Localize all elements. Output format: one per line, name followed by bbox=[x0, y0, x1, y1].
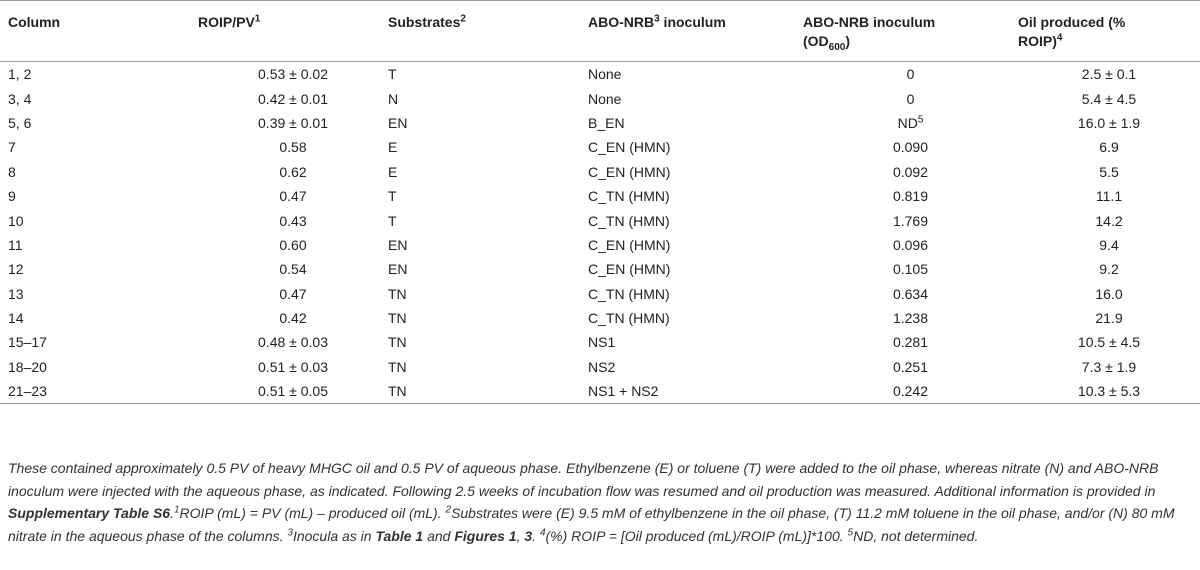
cell-roip-value: 0.54 bbox=[279, 261, 307, 278]
cell-substrates-value: N bbox=[388, 90, 399, 107]
header-substrates bbox=[388, 1, 588, 62]
cell-substrates-value: EN bbox=[388, 236, 408, 253]
cell-od600-value: 0.096 bbox=[892, 236, 929, 253]
cell-roip bbox=[198, 306, 388, 330]
footnote-ref-3: 3 bbox=[654, 13, 660, 25]
table-row bbox=[0, 379, 1200, 404]
cell-roip-value: 0.47 bbox=[279, 188, 307, 205]
cell-roip-value: 0.60 bbox=[279, 236, 307, 253]
cell-od600-value: ND bbox=[897, 114, 918, 131]
footnote-3-end: . bbox=[532, 527, 540, 544]
header-column bbox=[0, 1, 198, 62]
cell-roip-value: 0.58 bbox=[279, 139, 307, 156]
cell-inoculum-value: None bbox=[588, 90, 622, 107]
cell-column bbox=[0, 282, 198, 306]
cell-column bbox=[0, 257, 198, 281]
cell-substrates bbox=[388, 184, 588, 208]
header-od-subscript: 600 bbox=[828, 41, 846, 53]
footnote-marker-5: 5 bbox=[847, 526, 854, 538]
cell-oil-produced bbox=[1018, 233, 1200, 257]
cell-inoculum-value: C_EN (HMN) bbox=[588, 163, 671, 180]
cell-roip bbox=[198, 233, 388, 257]
cell-substrates bbox=[388, 355, 588, 379]
cell-inoculum bbox=[588, 379, 803, 404]
footnote-1-text: ROIP (mL) = PV (mL) – produced oil (mL). bbox=[179, 505, 446, 521]
cell-inoculum-value: B_EN bbox=[588, 114, 625, 131]
cell-roip bbox=[198, 111, 388, 135]
cell-inoculum bbox=[588, 86, 803, 110]
table-row bbox=[0, 208, 1200, 232]
cell-roip bbox=[198, 184, 388, 208]
cell-substrates bbox=[388, 257, 588, 281]
header-inoculum-label-rest: inoculum bbox=[659, 14, 726, 30]
cell-column-value: 21–23 bbox=[8, 383, 47, 400]
cell-substrates-value: TN bbox=[388, 383, 407, 400]
cell-column bbox=[0, 379, 198, 404]
cell-od600 bbox=[803, 355, 1018, 379]
cell-column-value: 5, 6 bbox=[8, 114, 32, 131]
cell-od600 bbox=[803, 306, 1018, 330]
cell-oil-produced-value: 14.2 bbox=[1095, 212, 1123, 229]
cell-inoculum-value: NS2 bbox=[588, 358, 616, 375]
cell-od600-value: 0.281 bbox=[892, 334, 929, 351]
header-inoculum-label: ABO-NRB bbox=[588, 14, 655, 30]
cell-oil-produced bbox=[1018, 306, 1200, 330]
footnote-ref-4: 4 bbox=[1056, 32, 1063, 44]
cell-roip-value: 0.48 ± 0.03 bbox=[258, 334, 328, 351]
cell-column-value: 12 bbox=[8, 261, 24, 278]
cell-od600 bbox=[803, 62, 1018, 87]
cell-inoculum bbox=[588, 62, 803, 87]
cell-column-value: 8 bbox=[8, 163, 16, 180]
cell-od600-value: 0.242 bbox=[892, 383, 929, 400]
cell-inoculum bbox=[588, 208, 803, 232]
cell-od600 bbox=[803, 86, 1018, 110]
table-row bbox=[0, 160, 1200, 184]
table-row bbox=[0, 355, 1200, 379]
cell-od600 bbox=[803, 330, 1018, 354]
cell-inoculum-value: C_EN (HMN) bbox=[588, 236, 671, 253]
table-header bbox=[0, 1, 1200, 62]
cell-oil-produced-value: 9.2 bbox=[1099, 261, 1119, 278]
cell-substrates-value: E bbox=[388, 139, 398, 156]
cell-substrates bbox=[388, 86, 588, 110]
cell-oil-produced-value: 11.1 bbox=[1095, 188, 1123, 205]
cell-inoculum bbox=[588, 135, 803, 159]
header-od-line2-end: ) bbox=[845, 33, 851, 49]
table-row bbox=[0, 257, 1200, 281]
cell-od600-value: 0.092 bbox=[892, 163, 929, 180]
footnote-marker-3: 3 bbox=[287, 526, 293, 538]
cell-roip-value: 0.51 ± 0.03 bbox=[258, 358, 328, 375]
cell-roip bbox=[198, 208, 388, 232]
cell-roip bbox=[198, 62, 388, 87]
cell-column bbox=[0, 135, 198, 159]
header-inoculum bbox=[588, 1, 803, 62]
cell-roip-value: 0.53 ± 0.02 bbox=[258, 66, 328, 83]
cell-column bbox=[0, 355, 198, 379]
cell-roip bbox=[198, 135, 388, 159]
cell-roip bbox=[198, 257, 388, 281]
cell-substrates-value: T bbox=[388, 188, 397, 205]
cell-column bbox=[0, 208, 198, 232]
cell-oil-produced bbox=[1018, 282, 1200, 306]
cell-column-value: 18–20 bbox=[8, 358, 47, 375]
cell-oil-produced-value: 9.4 bbox=[1099, 236, 1119, 253]
cell-roip bbox=[198, 86, 388, 110]
cell-inoculum bbox=[588, 282, 803, 306]
cell-inoculum-value: None bbox=[588, 66, 622, 83]
cell-od600-value: 0.819 bbox=[892, 188, 929, 205]
cell-od600 bbox=[803, 282, 1018, 306]
cell-inoculum bbox=[588, 184, 803, 208]
cell-od600-value: 0.090 bbox=[892, 139, 929, 156]
cell-od600 bbox=[803, 160, 1018, 184]
cell-od600-value: 0.251 bbox=[892, 358, 929, 375]
cell-column bbox=[0, 184, 198, 208]
cell-column bbox=[0, 62, 198, 87]
supplementary-table-link[interactable]: Supplementary Table S6 bbox=[8, 505, 171, 521]
footnote-ref-5: 5 bbox=[917, 114, 924, 126]
footnote-ref-2: 2 bbox=[460, 13, 466, 25]
cell-inoculum bbox=[588, 306, 803, 330]
cell-substrates-value: TN bbox=[388, 310, 407, 327]
table-1-link[interactable]: Table 1 bbox=[375, 527, 424, 544]
cell-inoculum-value: C_EN (HMN) bbox=[588, 139, 671, 156]
cell-inoculum-value: C_TN (HMN) bbox=[588, 212, 670, 229]
cell-oil-produced-value: 2.5 ± 0.1 bbox=[1081, 66, 1137, 83]
cell-od600 bbox=[803, 111, 1018, 135]
header-oil-produced bbox=[1018, 1, 1200, 62]
footnote-3-and: and bbox=[423, 527, 455, 544]
cell-substrates bbox=[388, 62, 588, 87]
cell-od600 bbox=[803, 135, 1018, 159]
table-footnote bbox=[8, 457, 1196, 547]
cell-od600 bbox=[803, 208, 1018, 232]
cell-oil-produced-value: 10.3 ± 5.3 bbox=[1077, 383, 1141, 400]
cell-oil-produced bbox=[1018, 184, 1200, 208]
cell-roip-value: 0.47 bbox=[279, 285, 307, 302]
cell-substrates bbox=[388, 379, 588, 404]
cell-od600 bbox=[803, 184, 1018, 208]
cell-roip bbox=[198, 282, 388, 306]
cell-roip bbox=[198, 355, 388, 379]
header-od-line1: ABO-NRB inoculum bbox=[803, 14, 936, 30]
cell-inoculum bbox=[588, 257, 803, 281]
cell-column bbox=[0, 86, 198, 110]
table-row bbox=[0, 86, 1200, 110]
cell-od600-value: 0.634 bbox=[892, 285, 929, 302]
cell-substrates-value: TN bbox=[388, 334, 407, 351]
cell-oil-produced-value: 6.9 bbox=[1099, 139, 1119, 156]
header-column-label: Column bbox=[8, 14, 61, 30]
table-row bbox=[0, 62, 1200, 87]
cell-column-value: 15–17 bbox=[8, 334, 47, 351]
footnote-marker-2: 2 bbox=[445, 504, 452, 516]
cell-od600-value: 0 bbox=[906, 90, 915, 107]
cell-od600-value: 0.105 bbox=[892, 261, 929, 278]
cell-inoculum bbox=[588, 233, 803, 257]
cell-substrates-value: EN bbox=[388, 114, 408, 131]
header-oil-line2: ROIP) bbox=[1018, 33, 1057, 49]
cell-column-value: 14 bbox=[8, 310, 24, 327]
cell-roip-value: 0.43 bbox=[279, 212, 307, 229]
cell-od600-value: 0 bbox=[906, 66, 915, 83]
cell-inoculum bbox=[588, 111, 803, 135]
footnote-marker-1: 1 bbox=[173, 504, 180, 516]
cell-substrates-value: EN bbox=[388, 261, 408, 278]
cell-od600 bbox=[803, 233, 1018, 257]
cell-oil-produced bbox=[1018, 379, 1200, 404]
cell-column bbox=[0, 160, 198, 184]
cell-oil-produced-value: 5.5 bbox=[1099, 163, 1119, 180]
cell-roip bbox=[198, 330, 388, 354]
cell-column bbox=[0, 111, 198, 135]
cell-column-value: 10 bbox=[8, 212, 24, 229]
table-row bbox=[0, 306, 1200, 330]
header-roip-label: ROIP/PV bbox=[198, 14, 255, 30]
cell-roip bbox=[198, 379, 388, 404]
cell-column-value: 1, 2 bbox=[8, 66, 32, 83]
footnote-ref-1: 1 bbox=[254, 13, 261, 25]
header-roip bbox=[198, 1, 388, 62]
table-body bbox=[0, 62, 1200, 404]
header-oil-line1: Oil produced (% bbox=[1018, 14, 1126, 30]
figure-3-link[interactable]: 3 bbox=[524, 527, 533, 544]
cell-substrates bbox=[388, 111, 588, 135]
cell-substrates-value: E bbox=[388, 163, 398, 180]
cell-column bbox=[0, 306, 198, 330]
cell-substrates-value: TN bbox=[388, 285, 407, 302]
cell-oil-produced-value: 10.5 ± 4.5 bbox=[1077, 334, 1141, 351]
cell-substrates-value: T bbox=[388, 66, 397, 83]
cell-substrates bbox=[388, 330, 588, 354]
cell-oil-produced bbox=[1018, 257, 1200, 281]
header-row bbox=[0, 1, 1200, 62]
cell-oil-produced bbox=[1018, 160, 1200, 184]
cell-column-value: 9 bbox=[8, 188, 16, 205]
cell-inoculum-value: NS1 bbox=[588, 334, 616, 351]
cell-oil-produced-value: 7.3 ± 1.9 bbox=[1081, 358, 1137, 375]
table-row bbox=[0, 184, 1200, 208]
cell-column-value: 7 bbox=[8, 139, 16, 156]
footnote-4-text: (%) ROIP = [Oil produced (mL)/ROIP (mL)]*100. bbox=[545, 527, 848, 544]
cell-substrates bbox=[388, 233, 588, 257]
cell-oil-produced bbox=[1018, 330, 1200, 354]
cell-oil-produced-value: 5.4 ± 4.5 bbox=[1081, 90, 1137, 107]
cell-inoculum-value: C_TN (HMN) bbox=[588, 285, 670, 302]
cell-od600-value: 1.769 bbox=[892, 212, 929, 229]
cell-oil-produced bbox=[1018, 135, 1200, 159]
cell-substrates-value: TN bbox=[388, 358, 407, 375]
cell-roip-value: 0.62 bbox=[279, 163, 307, 180]
cell-substrates bbox=[388, 135, 588, 159]
cell-oil-produced bbox=[1018, 208, 1200, 232]
header-od-line2: (OD bbox=[803, 33, 829, 49]
cell-substrates bbox=[388, 282, 588, 306]
cell-inoculum bbox=[588, 160, 803, 184]
cell-column-value: 3, 4 bbox=[8, 90, 32, 107]
table-row bbox=[0, 111, 1200, 135]
cell-oil-produced-value: 16.0 bbox=[1095, 285, 1123, 302]
footnote-3-comma: , bbox=[516, 527, 525, 544]
table-row bbox=[0, 330, 1200, 354]
cell-od600 bbox=[803, 379, 1018, 404]
cell-column-value: 13 bbox=[8, 285, 24, 302]
figure-1-link[interactable]: Figures 1 bbox=[454, 527, 517, 544]
cell-substrates-value: T bbox=[388, 212, 397, 229]
cell-roip-value: 0.39 ± 0.01 bbox=[258, 114, 328, 131]
table-row bbox=[0, 282, 1200, 306]
header-substrates-label: Substrates bbox=[388, 14, 461, 30]
cell-column bbox=[0, 330, 198, 354]
cell-inoculum bbox=[588, 330, 803, 354]
table-row bbox=[0, 135, 1200, 159]
cell-inoculum-value: C_TN (HMN) bbox=[588, 310, 670, 327]
cell-oil-produced-value: 16.0 ± 1.9 bbox=[1077, 114, 1141, 131]
cell-roip-value: 0.42 bbox=[279, 310, 307, 327]
cell-inoculum bbox=[588, 355, 803, 379]
cell-oil-produced-value: 21.9 bbox=[1095, 310, 1123, 327]
footnote-period: . bbox=[170, 505, 174, 521]
cell-substrates bbox=[388, 306, 588, 330]
header-inoculum-od bbox=[803, 1, 1018, 62]
footnote-2-text: Substrates were (E) 9.5 mM of ethylbenzene in the oil phase, (T) 11.2 mM toluene in the oil phase, and/or (N) 80 mM nitrate in the aqueous phase of the columns. bbox=[8, 505, 1175, 544]
cell-od600 bbox=[803, 257, 1018, 281]
footnote-marker-4: 4 bbox=[539, 526, 546, 538]
cell-inoculum-value: C_EN (HMN) bbox=[588, 261, 671, 278]
cell-oil-produced bbox=[1018, 111, 1200, 135]
table-row bbox=[0, 233, 1200, 257]
cell-roip-value: 0.42 ± 0.01 bbox=[258, 90, 328, 107]
cell-column bbox=[0, 233, 198, 257]
cell-oil-produced bbox=[1018, 62, 1200, 87]
footnote-5-text: ND, not determined. bbox=[853, 527, 979, 544]
cell-column-value: 11 bbox=[8, 236, 23, 253]
footnote-text: These contained approximately 0.5 PV of heavy MHGC oil and 0.5 PV of aqueous phase. Ethylbenzene (E) or toluene (T) were added to the oil phase, whereas nitrate (N) and ABO-NRB inoculum were injected with the aqueous phase, as indicated. Following 2.5 weeks of incubation flow was resumed and oil production was measured. Additional information is provided in bbox=[8, 460, 1159, 499]
cell-inoculum-value: NS1 + NS2 bbox=[588, 383, 659, 400]
cell-od600-value: 1.238 bbox=[892, 310, 929, 327]
cell-substrates bbox=[388, 160, 588, 184]
cell-oil-produced bbox=[1018, 355, 1200, 379]
footnote-3-text: Inocula as in bbox=[292, 527, 376, 544]
cell-roip bbox=[198, 160, 388, 184]
cell-substrates bbox=[388, 208, 588, 232]
cell-inoculum-value: C_TN (HMN) bbox=[588, 188, 670, 205]
cell-roip-value: 0.51 ± 0.05 bbox=[258, 383, 328, 400]
cell-oil-produced bbox=[1018, 86, 1200, 110]
